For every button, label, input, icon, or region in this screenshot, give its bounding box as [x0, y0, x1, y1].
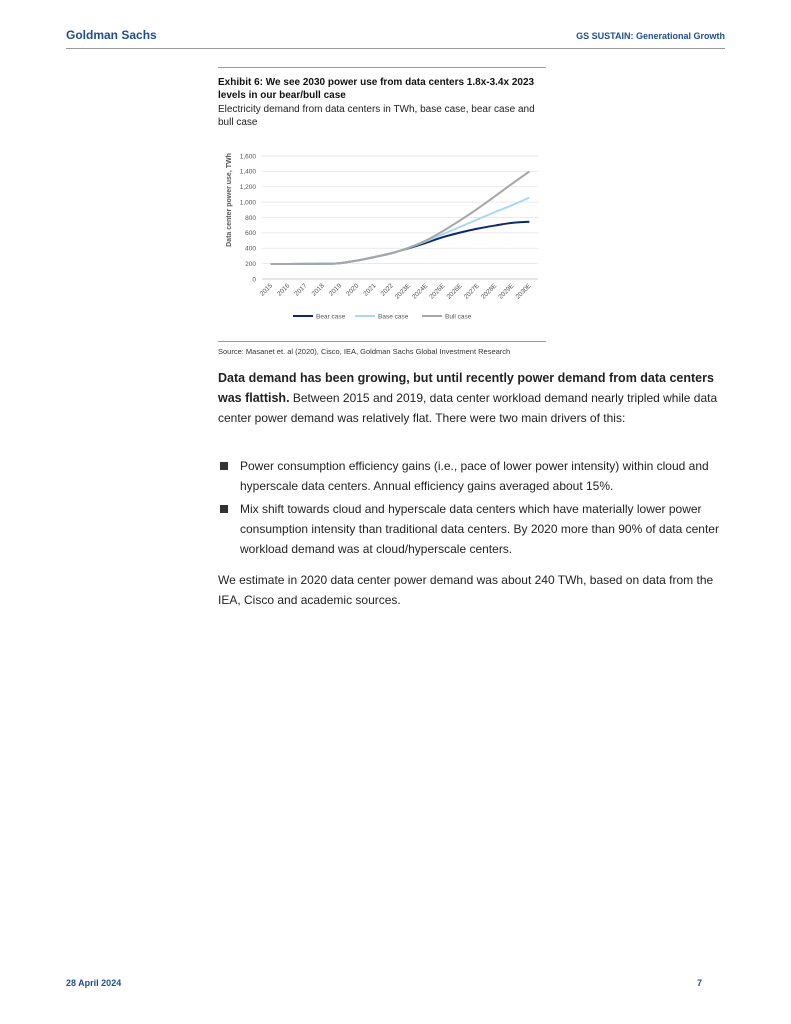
- bullet-square-icon: [220, 462, 228, 470]
- exhibit-subtitle: Electricity demand from data centers in TWh, base case, bear case and bull case: [218, 104, 535, 128]
- list-item: [218, 499, 728, 559]
- series-line-base-case: [271, 198, 530, 265]
- x-tick-label: 2016: [276, 282, 292, 298]
- list-item: [218, 456, 728, 496]
- paragraph-1-lead: Data demand has been growing, but until recently power demand from data centers was flattish.: [218, 371, 714, 405]
- y-tick-label: 1,000: [239, 199, 256, 207]
- y-axis-label: Data center power use, TWh: [226, 153, 233, 247]
- y-tick-label: 600: [245, 230, 256, 238]
- x-tick-label: 2026E: [445, 282, 464, 301]
- x-tick-label: 2021: [362, 282, 378, 298]
- x-tick-label: 2020: [345, 282, 361, 298]
- x-tick-label: 2029E: [497, 282, 516, 301]
- x-tick-label: 2024E: [411, 282, 430, 301]
- paragraph-1-text: Between 2015 and 2019, data center workload demand nearly tripled while data center power demand was relatively flat. There were two main drivers of this:: [218, 391, 718, 425]
- bullet-text: Power consumption efficiency gains (i.e., pace of lower power intensity) within cloud and hyperscale data centers. Annual efficiency gains averaged about 15%.: [240, 459, 709, 493]
- legend-label: Bull case: [445, 313, 472, 321]
- legend-label: Bear case: [316, 313, 346, 321]
- bullet-text: Mix shift towards cloud and hyperscale data centers which have materially lower power consumption intensity than traditional data centers. By 2020 more than 90% of data center workload demand was at cloud/hyperscale centers.: [240, 502, 719, 556]
- x-tick-label: 2015: [258, 282, 275, 298]
- y-tick-label: 1,600: [239, 153, 256, 161]
- paragraph-1: [218, 368, 728, 428]
- bullet-square-icon: [220, 505, 228, 513]
- x-tick-label: 2025E: [428, 282, 447, 301]
- bullet-list: [218, 456, 728, 562]
- x-tick-label: 2019: [327, 282, 344, 298]
- y-tick-label: 800: [245, 214, 256, 222]
- x-tick-label: 2027E: [462, 282, 482, 301]
- exhibit: [218, 67, 546, 321]
- x-tick-label: 2030E: [514, 282, 533, 301]
- page-number: 7: [696, 978, 702, 988]
- source-divider: [218, 341, 546, 342]
- header-divider: [66, 48, 725, 49]
- exhibit-source: Source: Masanet et. al (2020), Cisco, IEA, Goldman Sachs Global Investment Research: [218, 347, 511, 356]
- y-tick-label: 1,200: [239, 184, 256, 192]
- footer-date: 28 April 2024: [66, 978, 122, 988]
- x-tick-label: 2022: [379, 282, 395, 298]
- y-tick-label: 1,400: [239, 168, 256, 176]
- x-tick-label: 2017: [293, 282, 309, 298]
- line-chart: [218, 146, 546, 326]
- x-tick-label: 2023E: [393, 282, 413, 301]
- paragraph-2: We estimate in 2020 data center power demand was about 240 TWh, based on data from the IEA, Cisco and academic sources.: [218, 573, 714, 607]
- y-tick-label: 0: [252, 276, 256, 284]
- brand-name: Goldman Sachs: [66, 28, 157, 42]
- y-tick-label: 400: [245, 245, 256, 253]
- y-tick-label: 200: [245, 260, 256, 268]
- x-tick-label: 2028E: [480, 282, 499, 301]
- series-line-bear-case: [271, 222, 530, 264]
- legend-label: Base case: [378, 313, 409, 321]
- report-title: GS SUSTAIN: Generational Growth: [576, 31, 725, 41]
- x-tick-label: 2018: [310, 282, 326, 298]
- exhibit-title: Exhibit 6: We see 2030 power use from data centers 1.8x-3.4x 2023 levels in our bear/bull case: [218, 77, 535, 101]
